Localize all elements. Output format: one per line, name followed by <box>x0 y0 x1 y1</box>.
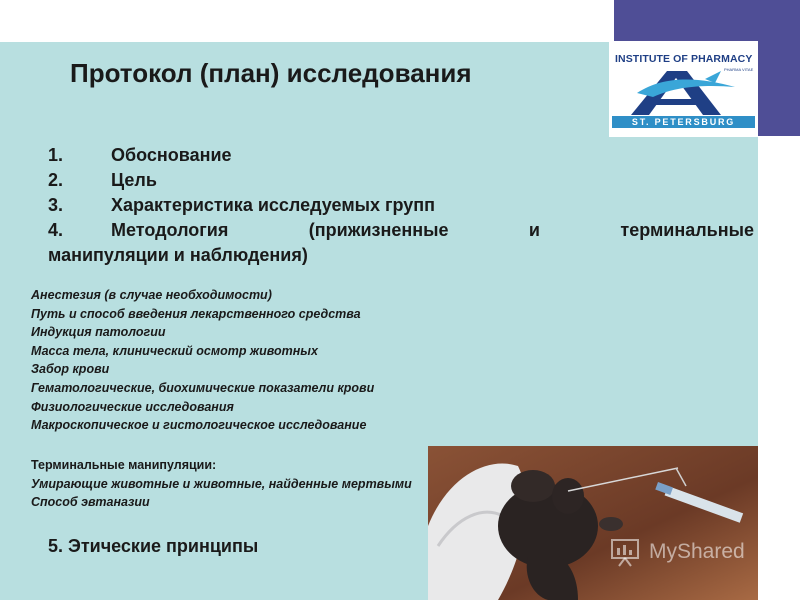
list-text: Обоснование <box>111 145 232 165</box>
list-item <box>48 168 754 193</box>
terminal-heading: Терминальные манипуляции: <box>31 458 217 472</box>
list-text: Цель <box>111 170 157 190</box>
list-item: Физиологические исследования <box>31 399 234 414</box>
terminal-manipulations-list <box>31 456 431 512</box>
list-number: 4. <box>48 220 64 240</box>
logo-top-text: INSTITUTE OF PHARMACY <box>615 53 753 65</box>
list-text: Методология (прижизненные и терминальные <box>111 220 754 240</box>
list-item: Макроскопическое и гистологическое исследование <box>31 418 367 433</box>
list-item: Индукция патологии <box>31 325 166 340</box>
list-item: Гематологические, биохимические показатели крови <box>31 380 375 395</box>
presentation-board-icon <box>609 538 645 568</box>
list-number: 2. <box>48 170 64 190</box>
list-text-continuation: манипуляции и наблюдения) <box>48 245 308 265</box>
logo-small-text: PHARMA VITAE <box>724 67 754 72</box>
right-margin-strip <box>758 136 800 600</box>
list-number: 3. <box>48 195 64 215</box>
slide-title: Протокол (план) исследования <box>70 58 472 88</box>
list-number: 1. <box>48 145 64 165</box>
logo-bottom-text: ST. PETERSBURG <box>631 117 736 127</box>
list-item: Умирающие животные и животные, найденные мертвыми <box>31 476 412 491</box>
institute-logo <box>609 41 758 137</box>
list-item <box>48 218 754 243</box>
list-item: Анестезия (в случае необходимости) <box>31 288 272 302</box>
list-item: Способ эвтаназии <box>31 495 150 510</box>
main-list <box>48 143 754 268</box>
lifetime-manipulations-list <box>31 286 471 435</box>
list-item: Путь и способ введения лекарственного средства <box>31 306 361 321</box>
ethics-item: 5. Этические принципы <box>48 536 259 556</box>
watermark-text: MyShared <box>649 540 745 563</box>
list-item: Забор крови <box>31 362 110 377</box>
list-item <box>48 193 754 218</box>
watermark <box>609 538 769 568</box>
list-item: Масса тела, клинический осмотр животных <box>31 343 318 358</box>
list-text: Характеристика исследуемых групп <box>111 195 436 215</box>
list-item <box>48 143 754 168</box>
lab-rodent-photo <box>428 446 758 600</box>
logo-bottom-bar <box>612 116 755 128</box>
